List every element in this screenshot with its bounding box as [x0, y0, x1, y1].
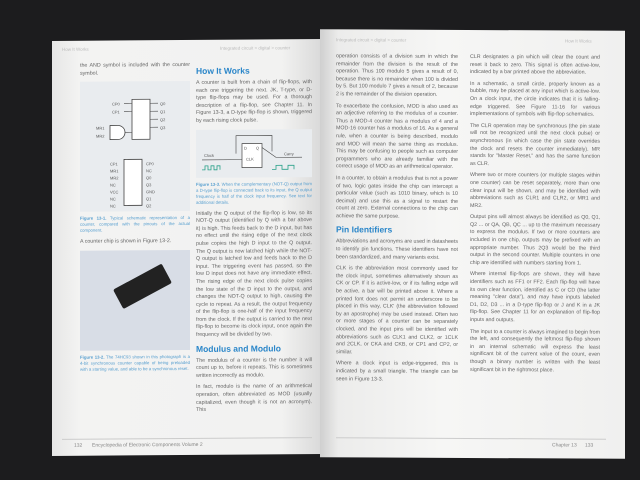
svg-text:CP1: CP1 [110, 161, 118, 167]
paragraph: A counter chip is shown in Figure 13-2. [80, 238, 172, 245]
paragraph: The modulus of a counter is the number it will count up to, before it repeats. This is sometimes written incorrectly as modulo. [196, 356, 312, 379]
clk-label: CLK [246, 156, 254, 162]
paragraph: In fact, modulo is the name of an arithmetical operation, often abbreviated as MOD (usually capitalized, even though it is not an acronym). This [196, 383, 312, 414]
svg-text:Q0: Q0 [160, 101, 166, 107]
d-label: D [244, 145, 247, 151]
right-column [470, 54, 600, 379]
paragraph: CLK is the abbreviation most commonly used for the clock input, sometimes alternatively shown as CK or CP. If it is active-low, or if its falling edge will be active, a bar will be printed above it. Where a printed font does not permit an underscore to be placed in this way, CLK' (the abbreviation followed by an apostrophe) may be used instead. Often two or more stages of a counter can be separately clocked, and the input pins will be identified with abbreviations such as CLK1 and CLK2, or 1CLK and 2CLK, or CKA and CKB, or CP1 and CP2, or similar. [336, 265, 458, 356]
svg-text:Q1: Q1 [160, 109, 166, 115]
q-label: Q [256, 145, 260, 151]
flip-flop-diagram [196, 129, 312, 178]
paragraph: CLR designates a pin which will clear the count and reset it back to zero. This signal is often active-low, indicated by a bar printed above the abbreviation. [470, 53, 600, 76]
svg-text:Q3: Q3 [146, 182, 152, 188]
paragraph: To exacerbate the confusion, MOD is also used as an adjective referring to the modulus of a counter. Thus a MOD-4 counter has a modulus of 4 and a MOD-16 counter has a modulus of 16. As a general rule, when a counter is being described, modulo and MOD will mean the same thing as modulus. This may be confusing to people such as computer programmers who are already familiar with the correct usage of MOD as an arithmetical operator. [336, 102, 458, 171]
book-title: Encyclopedia of Electronic Components Volume 2 [92, 441, 203, 449]
left-column [336, 53, 458, 388]
chapter-label: Chapter 13 [552, 442, 577, 449]
figure-13-1 [80, 81, 190, 212]
running-header: Integrated circuit > digital > counter [336, 37, 407, 43]
ic-chip-image [113, 263, 172, 309]
section-heading: How It Works [196, 65, 250, 76]
svg-text:NC: NC [110, 182, 116, 188]
pin-label: MR2 [96, 133, 105, 139]
paragraph: the AND symbol is included with the counter symbol. [80, 61, 190, 77]
left-page [52, 39, 322, 456]
left-column [80, 62, 190, 378]
pin-label: MR1 [96, 125, 105, 131]
paragraph: Abbreviations and acronyms are used in datasheets to identify pin functions. These identifiers have not been standardized, and many variants exist. [336, 238, 458, 261]
right-column [196, 61, 312, 419]
svg-text:MR2: MR2 [110, 175, 119, 181]
section-heading: Pin Identifiers [336, 224, 393, 236]
counter-schematic [80, 81, 190, 212]
paragraph: The input to a counter is always imagined to begin from the left, and consequently the leftmost flip-flop shown in an internal schematic will express the least significant bit of the current value of the count, even though a binary number is written with the least significant bit in the rightmost place. [470, 328, 600, 373]
pin-label: CP1 [112, 109, 120, 115]
paragraph: Where two or more counters (or multiple stages within one counter) can be reset separately, more than one clear input will be shown, and may be identified with abbreviations such as CLR1 and CLR2, or MR1 and MR2. [470, 172, 600, 209]
clock-label: Clock [204, 152, 215, 158]
svg-text:NC: NC [110, 203, 116, 209]
figure-caption: Figure 13-2. The 74HC93 shown in this photograph is a 4-bit synchronous counter capable of being preloaded with a starting value, and able to be a synchronous reset. [80, 353, 190, 372]
figure-caption: Figure 13-3. When the complementary (NOT-Q) output from a D-type flip-flop is connected back to its input, the Q output frequency is half of the clock input frequency. See text for additional details. [196, 180, 312, 205]
paragraph: A counter is built from a chain of flip-flops, with each one triggering the next. JK, T-type, or D-type flip-flops may be used. For a thorough description of a flip-flop, see Chapter 11. In Figure 13-3, a D-type flip-flop is shown, triggered by each rising clock pulse. [196, 79, 312, 124]
svg-text:NC: NC [146, 168, 152, 174]
footer-rule [336, 437, 606, 439]
svg-text:Q0: Q0 [146, 175, 152, 181]
pin-label: CP0 [112, 101, 120, 107]
paragraph: In a counter, to obtain a modulus that is not a power of two, logic gates inside the chip can intercept a particular value (such as 1010 binary, which is 10 decimal) and use this as a signal to restart the count at zero. External connections to the chip can achieve the same purpose. [336, 175, 458, 220]
chip-photo [80, 250, 190, 351]
footer-rule [62, 437, 312, 440]
svg-text:VCC: VCC [110, 189, 119, 195]
section-heading: Modulus and Modulo [196, 343, 281, 354]
running-header: Integrated circuit > digital > counter [220, 45, 291, 51]
paragraph: Initially the Q output of the flip-flop is low, so its NOT-Q output (identified by Q with a bar above it) is high. This feeds back to the D input, but has no effect until the rising edge of the next clock pulse copies the high D input to the Q output. The Q output is now latched high while the NOT-Q output is latched low and feeds back to the D input. The triggering event has passed, so the low D input does not have any immediate effect. The rising edge of the next clock pulse copies the low state of the D input to the output, and changes the NOT-Q output to high, causing the cycle to repeat. As a result, the output frequency of the flip-flop is one-half of the input frequency from the clock. If the output is carried to the next flip-flop to become its clock input, once again the frequency will be divided by two. [196, 209, 312, 338]
running-header: How It Works [62, 46, 89, 52]
paragraph: The CLR operation may be synchronous (the pin state will not be recognized until the next clock pulse) or asynchronous (in which case the pin state overrides the clock and resets the counter immediately). MR stands for "Master Reset," and has the same function as CLR. [470, 122, 600, 167]
page-number: 132 [74, 442, 83, 449]
svg-text:Q2: Q2 [160, 117, 166, 123]
paragraph: In a schematic, a small circle, properly known as a bubble, may be placed at any input which is active-low. On a clock input, the circle indicates that it is falling-edge triggered. See Figure 11-16 for various implementations of symbols with flip-flop schematics. [470, 80, 600, 118]
right-page [320, 29, 625, 459]
paragraph: Where internal flip-flops are shown, they will have identifiers such as FF1 or FF2. Each flip-flop will have its own clear function, identified as C or CD (the latter meaning "clear data"), and may have inputs labeled D1, D2, D3 ... in a D-type flip-flop or J and K in a JK flip-flop. See Chapter 11 for an explanation of flip-flop inputs and outputs. [470, 271, 600, 324]
figure-caption: Figure 13-1. Typical schematic representation of a counter, compared with the pinouts of the actual component. [80, 215, 190, 233]
svg-text:Q1: Q1 [146, 196, 152, 202]
svg-text:MR1: MR1 [110, 168, 119, 174]
svg-text:Q2: Q2 [146, 203, 152, 209]
paragraph: operation consists of a division sum in which the remainder from the division is the result of the operation. Thus 100 modulo 5 gives a result of 0, because there is no remainder when 100 is divided by 5. But 100 modulo 7 gives a result of 2, because 2 is the remainder of the division operation. [336, 53, 458, 98]
svg-text:NC: NC [110, 196, 116, 202]
svg-text:Q3: Q3 [160, 125, 166, 131]
running-header: How It Works [565, 38, 592, 44]
paragraph: Output pins will almost always be identified as Q0, Q1, Q2 ... or QA, QB, QC ... up to the maximum necessary to express the modulus. If two or more counters are included in one chip, outputs may be prefixed with an appropriate number. Thus 2Q3 would be the third output in the second counter. Multiple counters in one chip are identified with numbers starting from 1. [470, 214, 600, 267]
svg-text:CP0: CP0 [146, 161, 154, 167]
paragraph: Where a clock input is edge-triggered, this is indicated by a small triangle. The triangle can be seen in Figure 13-3. [336, 360, 458, 383]
page-number: 133 [585, 442, 594, 449]
carry-label: Carry [284, 150, 294, 156]
svg-text:GND: GND [146, 189, 155, 195]
figure-13-3 [196, 129, 312, 178]
